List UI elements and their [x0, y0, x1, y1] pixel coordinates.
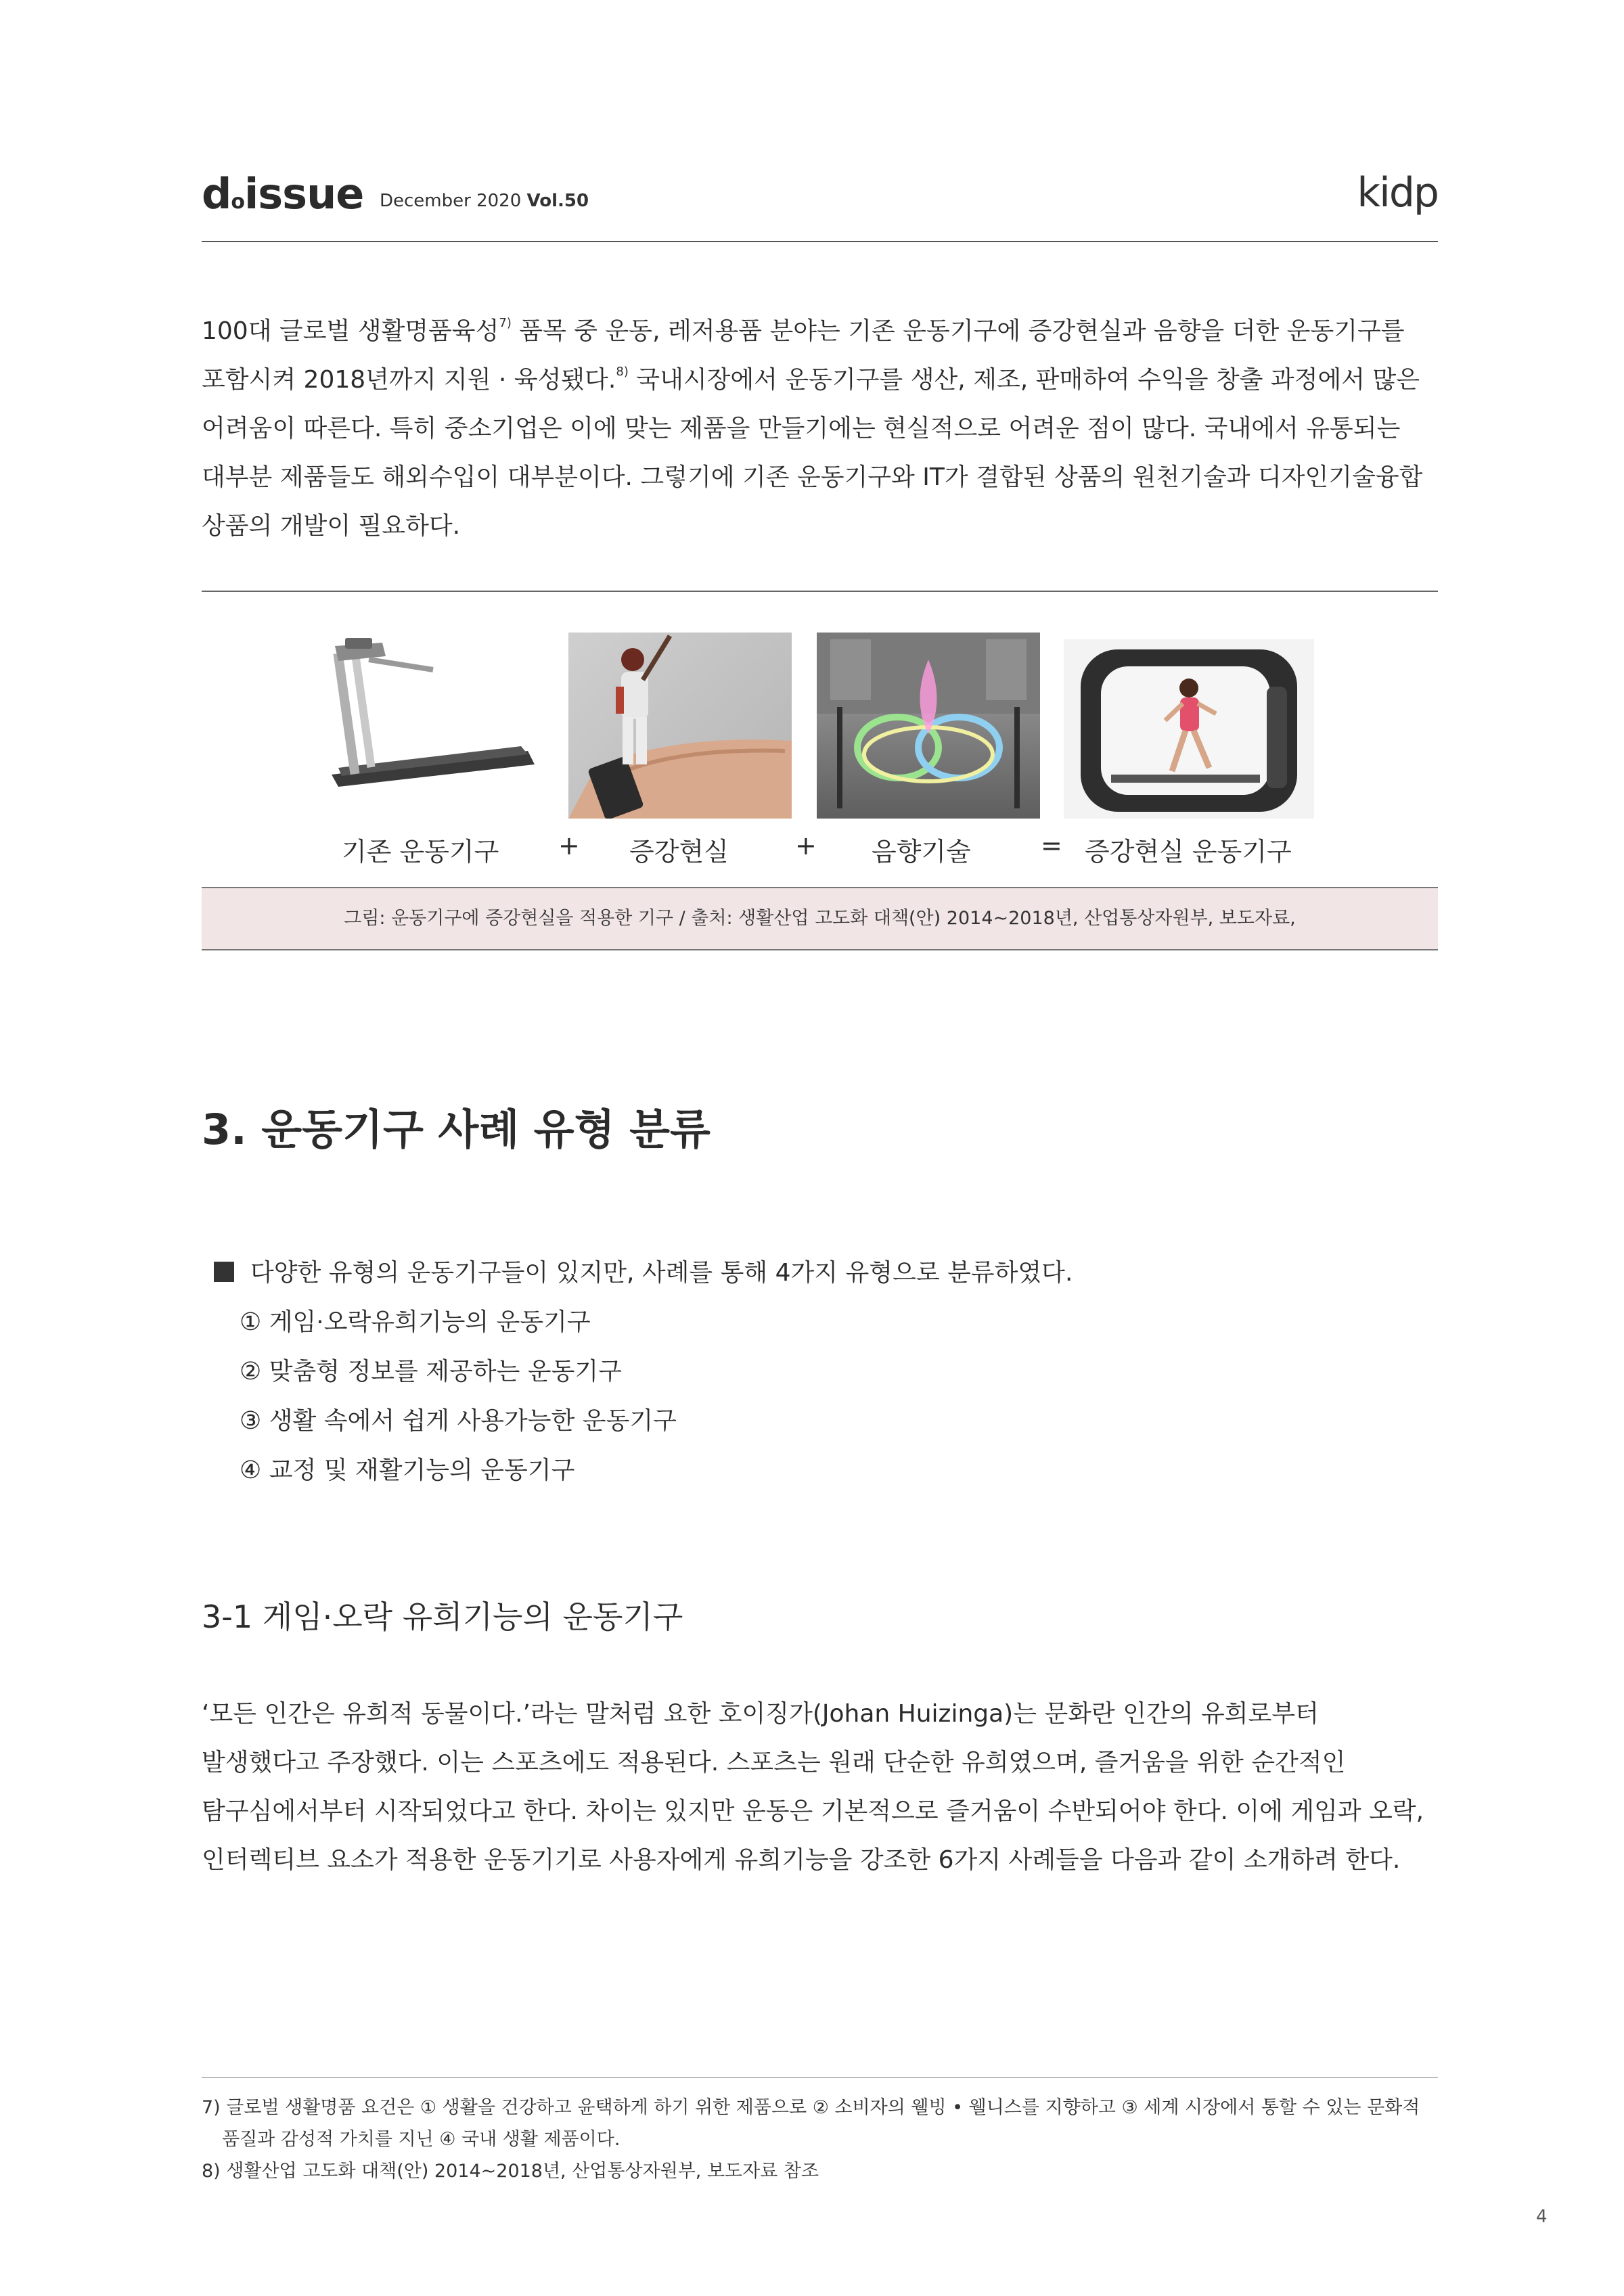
- list-item: ① 게임·오락유희기능의 운동기구: [240, 1308, 591, 1336]
- label-plus-1: +: [558, 831, 580, 860]
- classification-list: [214, 1248, 1432, 1495]
- footnote-divider: [202, 2077, 1438, 2078]
- label-sound-technology: 음향기술: [872, 837, 971, 867]
- section-title: 3. 운동기구 사례 유형 분류: [202, 1105, 710, 1154]
- label-ar-equipment: 증강현실 운동기구: [1085, 837, 1292, 867]
- footnote-7: 7) 글로벌 생활명품 요건은 ① 생활을 건강하고 윤택하게 하기 위한 제품으로 ② 소비자의 웰빙 • 웰니스를 지향하고 ③ 세계 시장에서 통할 수 있는 문화적: [202, 2097, 1420, 2118]
- dissue-logo: doissue: [202, 169, 364, 219]
- list-item: ④ 교정 및 재활기능의 운동기구: [240, 1456, 575, 1484]
- ar-sound-light-image: [817, 633, 1040, 819]
- figure-caption: 그림: 운동기구에 증강현실을 적용한 기구 / 출처: 생활산업 고도화 대책(안) 2014~2018년, 산업통상자원부, 보도자료,: [202, 887, 1438, 950]
- figure-equation: [202, 831, 1438, 871]
- list-lead: 다양한 유형의 운동기구들이 있지만, 사례를 통해 4가지 유형으로 분류하였다.: [214, 1248, 1432, 1298]
- label-equals: =: [1041, 831, 1062, 860]
- list-item: ③ 생활 속에서 쉽게 사용가능한 운동기구: [240, 1407, 677, 1435]
- subsection-title: 3-1 게임·오락 유희기능의 운동기구: [202, 1599, 683, 1635]
- square-bullet-icon: [214, 1262, 234, 1282]
- ar-baseball-player-image: [568, 633, 792, 819]
- footnote-ref-7[interactable]: 7): [499, 316, 512, 330]
- footnote-8: 8) 생활산업 고도화 대책(안) 2014~2018년, 산업통상자원부, 보도자료 참조: [202, 2161, 819, 2182]
- footnote-7-continued: 품질과 감성적 가치를 지닌 ④ 국내 생활 제품이다.: [222, 2129, 621, 2150]
- intro-paragraph: 100대 글로벌 생활명품육성$^{7)}$ 품목 중 운동, 레저용품 분야는 기존 운동기구에 증강현실과 음향을 더한 운동기구를 포함시켜 2018년까지 지원 · 육성됐다.$^{8)}$ 국내시장에서 운동기구를 생산, 제조, 판매하여 수익을 창출 과정에서 많은 어려움이 따른다. 특히 중소기업은 이에 맞는 제품을 만들기에는 현실적으로 어려운 점이 많다. 국내에서 유통되는 대부분 제품들도 해외수입이 대부분이다. 그렇기에 기존 운동기구와 IT가 결합된 상품의 원천기술과 디자인기술융합 상품의 개발이 필요하다.: [202, 316, 1423, 540]
- footnote-ref-8[interactable]: 8): [616, 365, 629, 379]
- issue-volume: Vol.50: [526, 191, 589, 211]
- subsection-body: ‘모든 인간은 유희적 동물이다.’라는 말처럼 요한 호이징가(Johan Huizinga)는 문화란 인간의 유희로부터 발생했다고 주장했다. 이는 스포츠에도 적용된다. 스포츠는 원래 단순한 유희였으며, 즐거움을 위한 순간적인 탐구심에서부터 시작되었다고 한다. 차이는 있지만 운동은 기본적으로 즐거움이 수반되어야 한다. 이에 게임과 오락, 인터렉티브 요소가 적용한 운동기기로 사용자에게 유희기능을 강조한 6가지 사례들을 다음과 같이 소개하려 한다.: [202, 1700, 1424, 1874]
- page-number: 4: [1536, 2207, 1548, 2227]
- label-existing-equipment: 기존 운동기구: [342, 837, 499, 867]
- footnotes: [202, 2092, 1438, 2187]
- page-header: [202, 162, 1438, 242]
- label-augmented-reality: 증강현실: [629, 837, 729, 867]
- ar-treadmill-booth-image: [1064, 639, 1314, 819]
- treadmill-image: [318, 633, 541, 788]
- list-item: ② 맞춤형 정보를 제공하는 운동기구: [240, 1358, 622, 1385]
- issue-date: December 2020 Vol.50: [380, 191, 589, 211]
- kidp-logo: kidp: [1357, 169, 1438, 216]
- label-plus-2: +: [795, 831, 817, 860]
- figure-divider: [202, 591, 1438, 592]
